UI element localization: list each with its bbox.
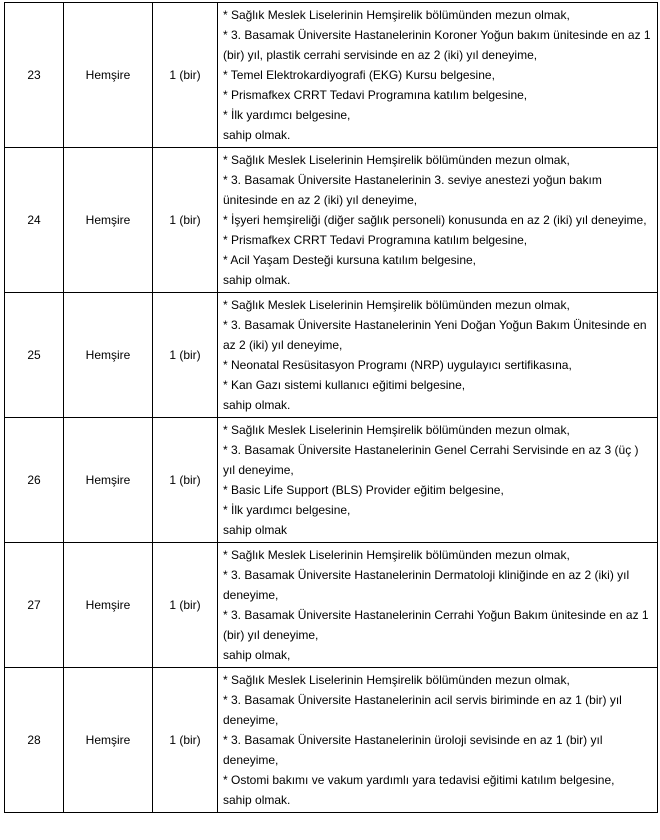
requirement-line: * 3. Basamak Üniversite Hastanelerinin Cerrahi Yoğun Bakım ünitesinde en az 1 (bir) yıl deneyime, <box>223 608 649 642</box>
requirement-line: * 3. Basamak Üniversite Hastanelerinin Yeni Doğan Yoğun Bakım Ünitesinde en az 2 (iki) yıl deneyime, <box>223 318 647 352</box>
requirements-table-body <box>5 3 658 813</box>
requirement-line: * 3. Basamak Üniversite Hastanelerinin Koroner Yoğun bakım ünitesinde en az 1 (bir) yıl, plastik cerrahi servisinde en az 2 (iki) yıl deneyime, <box>223 28 651 62</box>
requirement-line: * Sağlık Meslek Liselerinin Hemşirelik bölümünden mezun olmak, <box>223 423 570 437</box>
position-title-cell: Hemşire <box>64 668 153 813</box>
requirement-line: * İlk yardımcı belgesine, <box>223 503 351 517</box>
position-count-cell: 1 (bir) <box>153 148 218 293</box>
requirement-line: sahip olmak. <box>223 128 291 142</box>
requirements-cell <box>218 293 658 418</box>
row-number-cell: 25 <box>5 293 64 418</box>
table-row <box>5 293 658 418</box>
requirements-cell <box>218 418 658 543</box>
requirement-line: * 3. Basamak Üniversite Hastanelerinin Dermatoloji kliniğinde en az 2 (iki) yıl deneyime, <box>223 568 630 602</box>
position-count-cell: 1 (bir) <box>153 3 218 148</box>
requirements-cell <box>218 148 658 293</box>
requirement-line: * Sağlık Meslek Liselerinin Hemşirelik bölümünden mezun olmak, <box>223 673 570 687</box>
requirement-line: * 3. Basamak Üniversite Hastanelerinin acil servis biriminde en az 1 (bir) yıl deneyime, <box>223 693 622 727</box>
requirement-line: * Kan Gazı sistemi kullanıcı eğitimi belgesine, <box>223 378 466 392</box>
row-number-cell: 24 <box>5 148 64 293</box>
position-count-cell: 1 (bir) <box>153 418 218 543</box>
requirement-line: sahip olmak <box>223 523 288 537</box>
row-number-cell: 28 <box>5 668 64 813</box>
requirement-line: * Sağlık Meslek Liselerinin Hemşirelik bölümünden mezun olmak, <box>223 153 570 167</box>
requirements-cell <box>218 543 658 668</box>
requirement-line: * Sağlık Meslek Liselerinin Hemşirelik bölümünden mezun olmak, <box>223 548 570 562</box>
row-number-cell: 26 <box>5 418 64 543</box>
requirement-line: * Prismafkex CRRT Tedavi Programına katılım belgesine, <box>223 88 528 102</box>
requirement-line: * 3. Basamak Üniversite Hastanelerinin Genel Cerrahi Servisinde en az 3 (üç ) yıl deneyime, <box>223 443 639 477</box>
requirement-line: sahip olmak. <box>223 273 291 287</box>
table-row <box>5 668 658 813</box>
position-title-cell: Hemşire <box>64 418 153 543</box>
table-row <box>5 543 658 668</box>
requirement-line: sahip olmak. <box>223 398 291 412</box>
requirement-line: sahip olmak. <box>223 793 291 807</box>
position-count-cell: 1 (bir) <box>153 668 218 813</box>
requirement-line: * İşyeri hemşireliği (diğer sağlık personeli) konusunda en az 2 (iki) yıl deneyime, <box>223 213 647 227</box>
position-count-cell: 1 (bir) <box>153 543 218 668</box>
requirement-line: * Prismafkex CRRT Tedavi Programına katılım belgesine, <box>223 233 528 247</box>
position-count-cell: 1 (bir) <box>153 293 218 418</box>
position-title-cell: Hemşire <box>64 543 153 668</box>
row-number-cell: 23 <box>5 3 64 148</box>
requirements-cell <box>218 3 658 148</box>
row-number-cell: 27 <box>5 543 64 668</box>
requirement-line: * 3. Basamak Üniversite Hastanelerinin 3. seviye anestezi yoğun bakım ünitesinde en az 2 (iki) yıl deneyime, <box>223 173 602 207</box>
requirement-line: * Neonatal Resüsitasyon Programı (NRP) uygulayıcı sertifikasına, <box>223 358 572 372</box>
table-row <box>5 418 658 543</box>
table-row <box>5 148 658 293</box>
requirement-line: * İlk yardımcı belgesine, <box>223 108 351 122</box>
requirement-line: * Basic Life Support (BLS) Provider eğitim belgesine, <box>223 483 504 497</box>
requirements-table <box>4 2 658 813</box>
requirement-line: sahip olmak, <box>223 648 291 662</box>
requirement-line: * Acil Yaşam Desteği kursuna katılım belgesine, <box>223 253 477 267</box>
requirements-cell <box>218 668 658 813</box>
position-title-cell: Hemşire <box>64 293 153 418</box>
requirement-line: * 3. Basamak Üniversite Hastanelerinin üroloji sevisinde en az 1 (bir) yıl deneyime, <box>223 733 603 767</box>
requirement-line: * Sağlık Meslek Liselerinin Hemşirelik bölümünden mezun olmak, <box>223 298 570 312</box>
requirement-line: * Temel Elektrokardiyografi (EKG) Kursu belgesine, <box>223 68 495 82</box>
requirement-line: * Ostomi bakımı ve vakum yardımlı yara tedavisi eğitimi katılım belgesine, <box>223 773 615 787</box>
requirement-line: * Sağlık Meslek Liselerinin Hemşirelik bölümünden mezun olmak, <box>223 8 570 22</box>
table-row <box>5 3 658 148</box>
position-title-cell: Hemşire <box>64 3 153 148</box>
position-title-cell: Hemşire <box>64 148 153 293</box>
